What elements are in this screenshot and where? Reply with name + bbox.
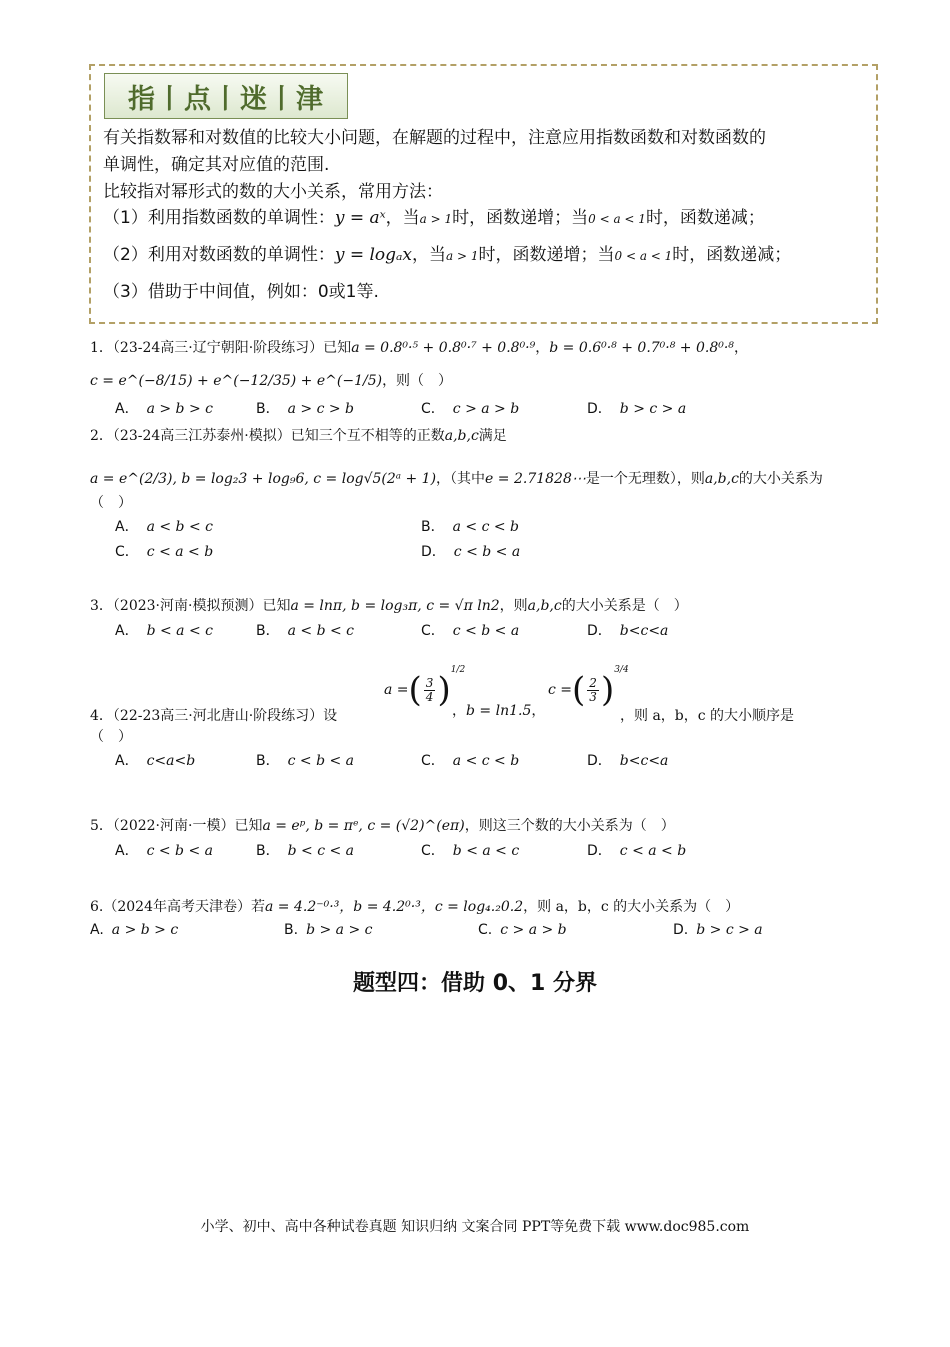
question-6 [90,896,739,916]
tips-line-1: 有关指数幂和对数值的比较大小问题，在解题的过程中，注意应用指数函数和对数函数的 [103,128,766,148]
q2-note-pre: ，（其中 [436,471,486,487]
q2-vars: a,b,c [444,428,479,444]
q3-mid: ，则 [499,598,528,614]
q2-option-b[interactable]: B． a < c < b [421,519,520,535]
tips-line-2: 单调性，确定其对应值的范围. [103,155,330,175]
q5-tail: ，则这三个数的大小关系为（ ） [464,818,675,834]
q2-vars-2: a,b,c [704,471,739,487]
question-1-line-2 [90,370,452,390]
tips-line-3: 比较指对幂形式的数的大小关系，常用方法： [103,182,443,202]
q1-a-formula: a = 0.8⁰·⁵ + 0.8⁰·⁷ + 0.8⁰·⁹ [351,340,536,356]
q4-b-formula: ，b = ln1.5， [452,703,546,719]
q1-number: 1． [90,340,113,356]
method-1-mid: ，当 [385,208,420,228]
q3-vars: a,b,c [527,598,562,614]
q6-option-a[interactable]: A. a > b > c [90,922,179,938]
q4-a-formula: a =( $\frac{3}{4}$ )$^{1/2}$ [384,665,466,710]
q1-option-d[interactable]: D． b > c > a [587,401,687,417]
q5-option-d[interactable]: D． c < a < b [587,843,687,859]
question-2-line-2 [90,468,823,488]
q6-number: 6. [90,899,104,915]
q2-formula: a = e^(2/3), b = log₂3 + log₉6, c = log√5(2ᵃ + 1) [90,471,437,487]
q4-source: （22-23高三·河北唐山·阶段练习）设 [112,708,338,724]
q5-option-c[interactable]: C． b < a < c [421,843,520,859]
q4-option-d[interactable]: D． b<c<a [587,753,669,769]
q6-option-d[interactable]: D. b > c > a [673,922,763,938]
q5-formula: a = eᵖ, b = πᵉ, c = (√2)^(eπ) [262,818,465,834]
q6-option-b[interactable]: B. b > a > c [284,922,373,938]
q2-number: 2． [90,428,113,444]
q5-number: 5． [90,818,113,834]
tips-method-1 [103,203,765,228]
q6-option-c[interactable]: C. c > a > b [478,922,567,938]
q6-source: （2024年高考天津卷）若 [103,899,265,915]
question-3 [90,595,688,615]
q3-option-d[interactable]: D． b<c<a [587,623,669,639]
method-1-prefix: （1）利用指数函数的单调性： [103,208,335,228]
question-2 [90,425,507,445]
q3-option-a[interactable]: A． b < a < c [115,623,213,639]
q5-option-a[interactable]: A． c < b < a [115,843,213,859]
q4-c-formula: c =( $\frac{2}{3}$ )$^{3/4}$ [548,665,629,710]
method-2-end: 时，函数递减； [672,245,792,265]
q3-option-b[interactable]: B． a < b < c [256,623,355,639]
q2-option-a[interactable]: A． a < b < c [115,519,213,535]
q3-option-c[interactable]: C． c < b < a [421,623,520,639]
q2-note-e: e = 2.71828⋯ [485,471,586,487]
q6-tail: ，则 a，b，c 的大小关系为（ ） [523,899,740,915]
q4-option-a[interactable]: A． c<a<b [115,753,196,769]
q1-b-formula: b = 0.6⁰·⁸ + 0.7⁰·⁸ + 0.8⁰·⁸ [549,340,734,356]
q3-tail: 的大小关系是（ ） [561,598,688,614]
q5-source: （2022·河南·一模）已知 [112,818,263,834]
question-5 [90,815,675,835]
method-2-cond2: 0 < a < 1 [614,249,673,263]
q1-c-formula: c = e^(−8/15) + e^(−12/35) + e^(−1/5) [90,373,383,389]
tips-title: 指丨点丨迷丨津 [104,73,348,119]
q3-formula: a = lnπ, b = log₃π, c = √π ln2 [290,598,500,614]
section-title: 题型四：借助 0、1 分界 [353,971,597,996]
question-1: 1．（23-24高三·辽宁朝阳·阶段练习）已知a = 0.8⁰·⁵ + 0.8⁰·⁷ + 0.8⁰·⁹，b = 0.6⁰·⁸ + 0.7⁰·⁸ + 0.8⁰·⁸， [90,340,748,356]
q2-source: （23-24高三江苏泰州·模拟）已知三个互不相等的正数 [112,428,445,444]
method-1-formula: y = aˣ [334,208,386,228]
method-2-formula: y = logₐx [334,245,413,265]
method-1-cond2: 0 < a < 1 [588,212,646,226]
q1-option-a[interactable]: A． a > b > c [115,401,213,417]
method-2-cond1: a > 1 [446,249,479,263]
tips-box [89,64,878,324]
q1-option-c[interactable]: C． c > a > b [421,401,520,417]
q5-option-b[interactable]: B． b < c < a [256,843,355,859]
q4-option-b[interactable]: B． c < b < a [256,753,355,769]
q2-option-d[interactable]: D． c < b < a [421,544,521,560]
method-1-mid2: 时，函数递增；当 [452,208,589,228]
method-2-mid: ，当 [412,245,447,265]
method-2-prefix: （2）利用对数函数的单调性： [103,245,335,265]
method-2-mid2: 时，函数递增；当 [478,245,615,265]
q6-formula: a = 4.2⁻⁰·³，b = 4.2⁰·³，c = log₄.₂0.2 [265,899,524,915]
q4-paren: （ ） [90,729,132,745]
tips-method-2 [103,240,791,265]
method-1-cond1: a > 1 [419,212,453,226]
tips-method-3: （3）借助于中间值，例如：0或1等. [103,282,379,302]
q4-tail: ，则 a，b，c 的大小顺序是 [620,708,795,724]
q4-option-c[interactable]: C． a < c < b [421,753,520,769]
q3-number: 3． [90,598,113,614]
q2-tail: 的大小关系为 [738,471,823,487]
q1-tail: ，则（ ） [382,373,453,389]
q4-number: 4． [90,708,113,724]
question-4-source [90,705,337,725]
q1-option-b[interactable]: B． a > c > b [256,401,355,417]
q3-source: （2023·河南·模拟预测）已知 [112,598,291,614]
q2-paren: （ ） [90,495,132,511]
q2-option-c[interactable]: C． c < a < b [115,544,214,560]
q1-source: （23-24高三·辽宁朝阳·阶段练习）已知 [112,340,352,356]
footer-text: 小学、初中、高中各种试卷真题 知识归纳 文案合同 PPT等免费下载 www.doc985.com [200,1219,750,1235]
method-1-end: 时，函数递减； [645,208,765,228]
q2-mid: 满足 [478,428,507,444]
q2-note-post: 是一个无理数），则 [585,471,705,487]
